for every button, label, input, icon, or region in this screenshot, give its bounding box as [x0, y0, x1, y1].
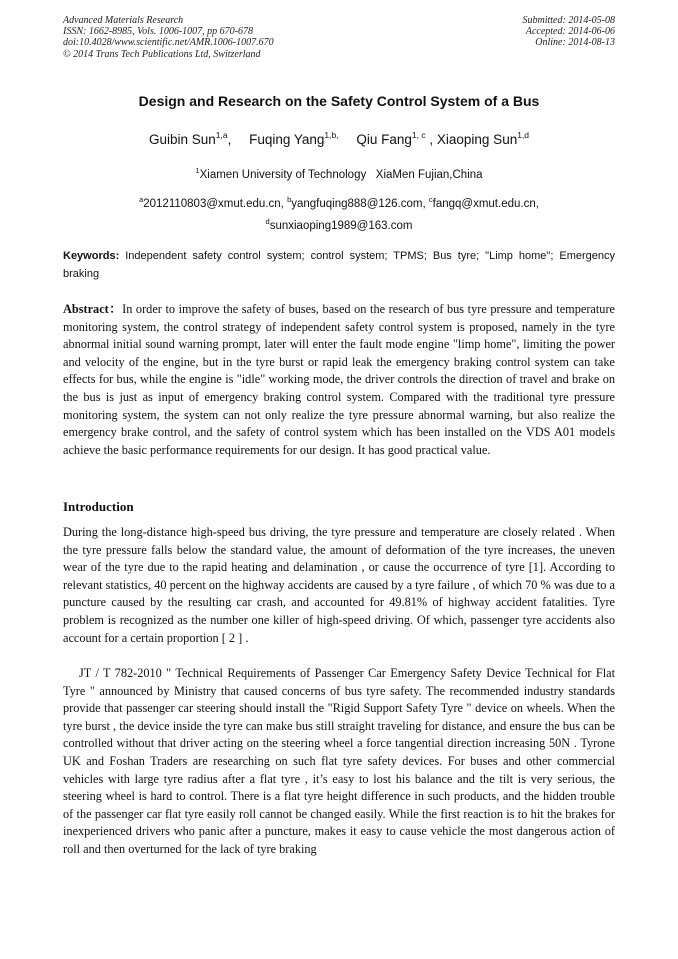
- body-paragraph: JT / T 782-2010 " Technical Requirements of Passenger Car Emergency Safety Device Technical for Flat Tyre " announced by Ministry that caused concerns of bus tyre safety. The recommended industry standards provide that passenger car steering should install the "Rigid Support Safety Tyre " device on wheels. When the tyre burst , the device inside the tyre can make bus still straight traveling for distance, and ensure the bus can be controlled without that driver acting on the steering wheel a force tangential direction increasing 50N . Tyrone UK and Foshan Traders are researching on such flat tyre safety devices. For buses and other commercial vehicles with large tyre radius after a flat tyre , it’s easy to lost his balance and the tilt is very serious, the steering wheel is hard to control. There is a flat tyre height difference in such products, and the hidden trouble of the passenger car flat tyre easily roll cannot be changed easily. While the first reaction is to hit the brakes for inexperienced drivers who panic after a puncture, makes it easy to cause vehicle the most dangerous action of roll and then overturned for the lack of tyre braking: [63, 666, 615, 856]
- accepted-date: Accepted: 2014-06-06: [525, 26, 615, 38]
- author-separator: ,: [227, 132, 232, 147]
- submission-dates: [523, 15, 616, 49]
- author-list: [0, 130, 678, 147]
- abstract: [63, 301, 615, 459]
- keywords: [63, 248, 615, 283]
- author-name: Fuqing Yang: [249, 132, 325, 147]
- journal-doi: doi:10.4028/www.scientific.net/AMR.1006-1007.670: [63, 37, 274, 49]
- submitted-date: Submitted: 2014-05-08: [522, 15, 615, 26]
- abstract-label: Abstract：: [63, 302, 123, 316]
- paper-title: Design and Research on the Safety Control System of a Bus: [138, 93, 540, 109]
- keywords-text: Independent safety control system; control system; TPMS; Bus tyre; "Limp home"; Emergency braking: [63, 250, 615, 280]
- affiliation-superscript: 1: [195, 166, 200, 175]
- author-superscript: 1,a: [215, 130, 228, 140]
- author-emails: $^a$2012110803@xmut.edu.cn, $^b$yangfuqing888@126.com, $^c$fangq@xmut.edu.cn, $^d$sunxiaoping1989@163.com: [139, 195, 539, 232]
- body-paragraph: During the long-distance high-speed bus driving, the tyre pressure and temperature are closely related . When the tyre pressure falls below the standard value, the amount of deformation of the tyre increases, the uneven wear of the tyre due to the rapid heating and delamination , or cause the occurrence of tyre [1]. According to relevant statistics, 40 percent on the highway accidents are caused by a tyre failure , of which 70 % was due to a puncture caused by the resulting car crash, and accounted for 49.81% of highway accident fatalities. Tyre problem is recognized as the number one killer of high-speed driving. Of which, passenger tyre accidents also account for a certain proportion [ 2 ] .: [63, 525, 615, 645]
- journal-issn: ISSN: 1662-8985, Vols. 1006-1007, pp 670-678: [63, 26, 253, 38]
- affiliation-text: Xiamen University of Technology XiaMen Fujian,China: [199, 169, 483, 181]
- author-separator: ,: [425, 132, 434, 147]
- author-superscript: 1, c: [411, 130, 426, 140]
- abstract-text: In order to improve the safety of buses, based on the research of bus tyre pressure and temperature monitoring system, the control strategy of independent safety control system is proposed, namely in the tyre abnormal initial sound warning prompt, later will enter the fault mode engine "limp home", limiting the power and velocity of the engine, but in the tyre burst or rapid leak the emergency braking control system can take effects for bus, while the engine is "idle" working mode, the driver controls the direction of travel and brake on the bus is just as input of emergency braking control system. Compared with the traditional tyre pressure monitoring system, the system can not only realize the tyre pressure abnormal warning, but also realize the emergency brake control, and the safety of control system which has been installed on the VDS A01 models achieve the basic performance requirements for our design. It has good practical value.: [63, 302, 616, 457]
- section-heading: Introduction: [63, 499, 134, 514]
- author-name: Qiu Fang: [356, 132, 412, 147]
- author-name: Guibin Sun: [148, 132, 216, 147]
- affiliation: [0, 166, 678, 181]
- email-link[interactable]: yangfuqing888@126.com,: [291, 198, 426, 210]
- keywords-label: Keywords:: [63, 250, 120, 262]
- author-superscript: 1,b,: [324, 130, 339, 140]
- journal-name: Advanced Materials Research: [63, 15, 184, 26]
- author-superscript: 1,d: [517, 130, 530, 140]
- journal-copyright: © 2014 Trans Tech Publications Ltd, Switzerland: [63, 48, 261, 60]
- email-link[interactable]: 2012110803@xmut.edu.cn,: [143, 198, 284, 210]
- email-link[interactable]: fangq@xmut.edu.cn,: [432, 198, 539, 210]
- email-link[interactable]: sunxiaoping1989@163.com: [269, 220, 413, 232]
- online-date: Online: 2014-08-13: [535, 37, 615, 49]
- journal-info: [63, 15, 274, 60]
- author-name: Xiaoping Sun: [436, 132, 518, 147]
